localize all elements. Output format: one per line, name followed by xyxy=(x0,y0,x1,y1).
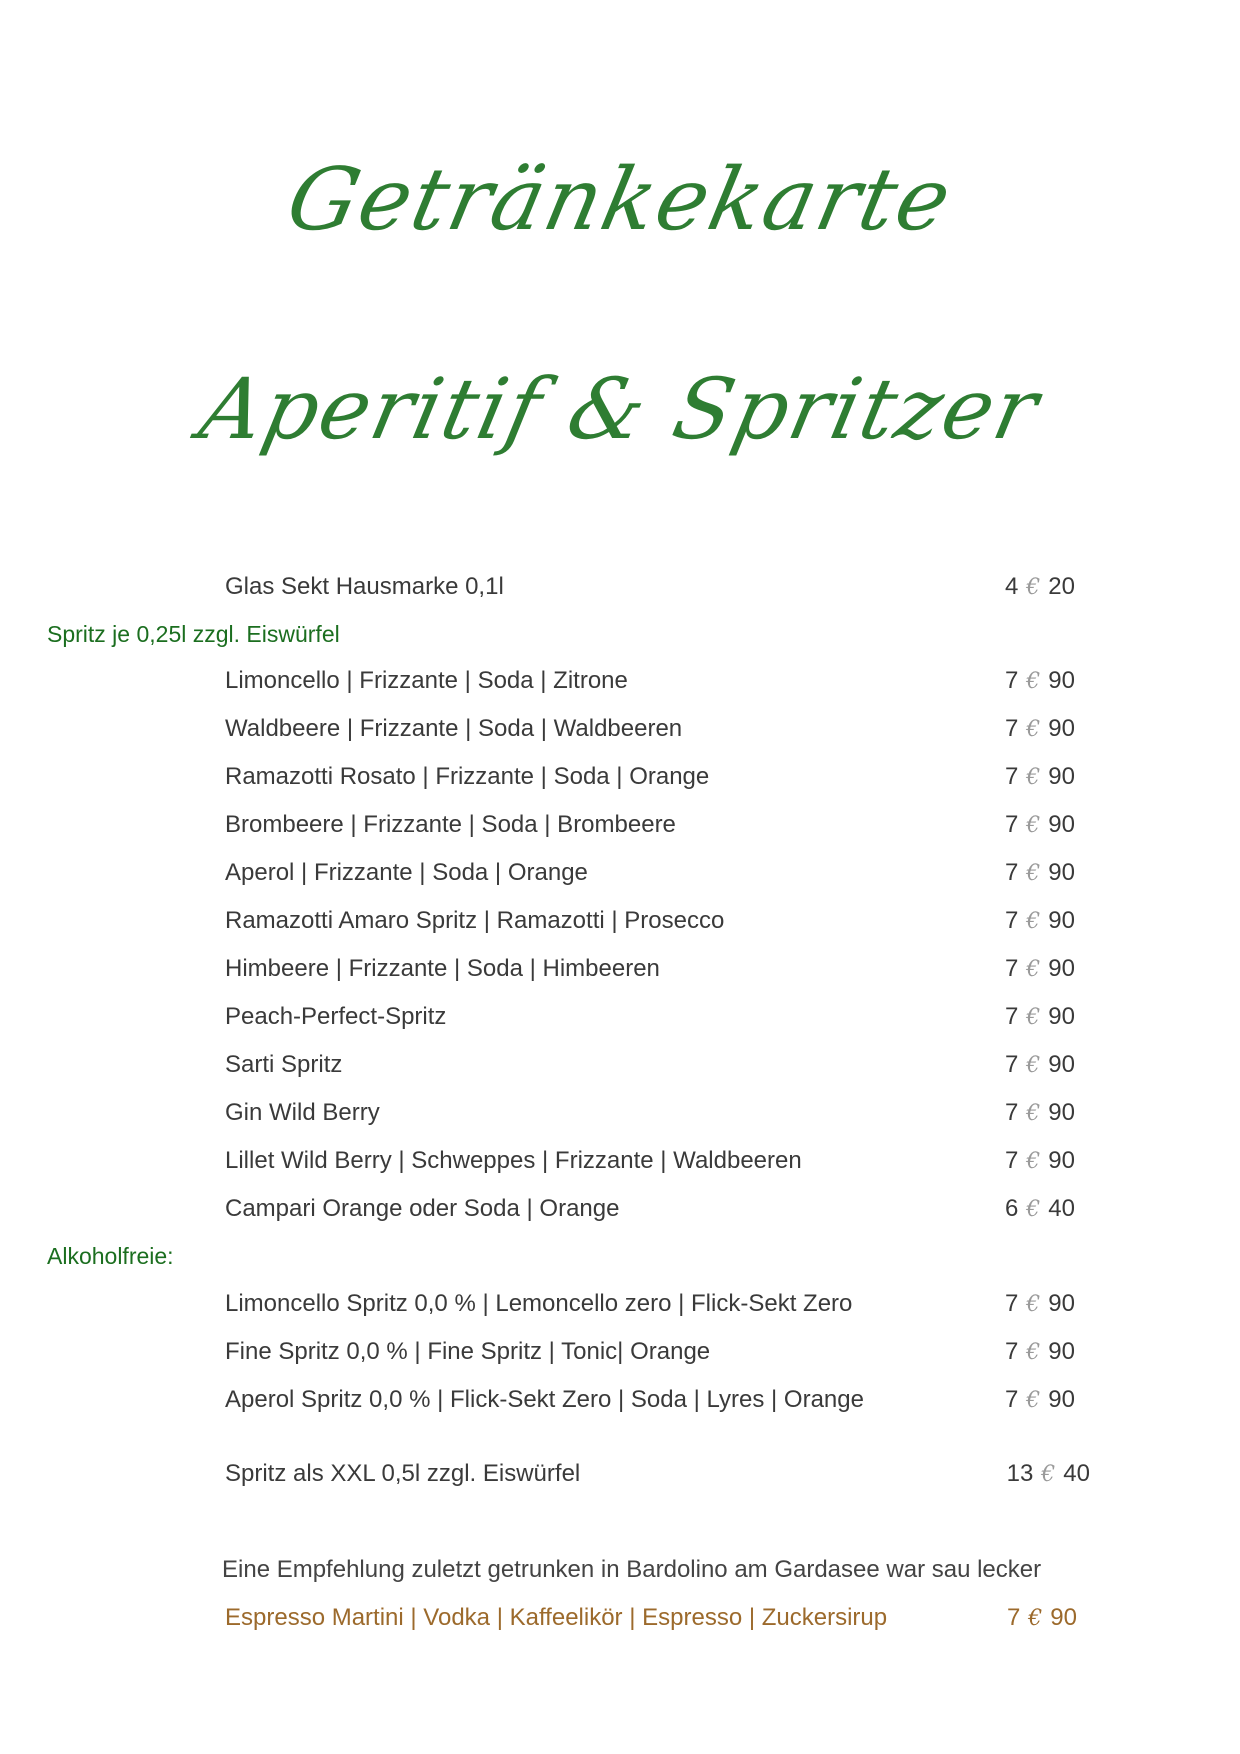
price-cents: 90 xyxy=(1048,1338,1075,1365)
menu-item xyxy=(225,811,1075,841)
price-cents: 90 xyxy=(1048,715,1075,742)
item-name: Campari Orange oder Soda | Orange xyxy=(225,1195,620,1222)
item-name: Spritz als XXL 0,5l zzgl. Eiswürfel xyxy=(225,1460,581,1487)
item-price xyxy=(1005,573,1075,601)
euro-icon: € xyxy=(1026,813,1041,838)
euro-icon: € xyxy=(1026,1197,1041,1222)
item-price xyxy=(1005,907,1075,935)
item-name: Gin Wild Berry xyxy=(225,1099,380,1126)
euro-icon: € xyxy=(1026,1101,1041,1126)
item-name: Ramazotti Amaro Spritz | Ramazotti | Prosecco xyxy=(225,907,725,934)
price-euros: 7 xyxy=(1004,1003,1019,1030)
price-euros: 6 xyxy=(1004,1195,1019,1222)
euro-icon: € xyxy=(1026,765,1041,790)
price-cents: 90 xyxy=(1050,1604,1077,1631)
price-cents: 90 xyxy=(1048,1386,1075,1413)
price-euros: 4 xyxy=(1004,573,1019,600)
price-cents: 90 xyxy=(1048,859,1075,886)
price-euros: 13 xyxy=(1006,1460,1034,1487)
item-price xyxy=(1005,955,1075,983)
item-price xyxy=(1005,1147,1075,1175)
menu-item xyxy=(225,1003,1075,1033)
page-title: Getränkekarte xyxy=(278,150,962,250)
price-euros: 7 xyxy=(1004,907,1019,934)
menu-item xyxy=(225,1195,1075,1225)
menu-item xyxy=(225,667,1075,697)
price-euros: 7 xyxy=(1004,1099,1019,1126)
item-price xyxy=(1005,859,1075,887)
item-price xyxy=(1007,1604,1077,1632)
item-name: Espresso Martini | Vodka | Kaffeelikör | Espresso | Zuckersirup xyxy=(225,1604,888,1631)
item-price xyxy=(1005,1386,1075,1414)
menu-item xyxy=(225,573,1075,603)
price-euros: 7 xyxy=(1004,1290,1019,1317)
euro-icon: € xyxy=(1026,575,1041,600)
price-cents: 90 xyxy=(1048,667,1075,694)
menu-item xyxy=(225,763,1075,793)
menu-item xyxy=(225,1051,1075,1081)
menu-item xyxy=(225,1147,1075,1177)
price-euros: 7 xyxy=(1004,1386,1019,1413)
price-cents: 90 xyxy=(1048,907,1075,934)
item-name: Peach-Perfect-Spritz xyxy=(225,1003,447,1030)
price-euros: 7 xyxy=(1004,955,1019,982)
menu-item xyxy=(225,859,1075,889)
item-price xyxy=(1005,1195,1075,1223)
menu-item xyxy=(225,1099,1075,1129)
item-price xyxy=(1005,1003,1075,1031)
euro-icon: € xyxy=(1026,1388,1041,1413)
price-euros: 7 xyxy=(1004,1051,1019,1078)
euro-icon: € xyxy=(1041,1462,1056,1487)
item-name: Sarti Spritz xyxy=(225,1051,343,1078)
euro-icon: € xyxy=(1026,957,1041,982)
section-label-spritz: Spritz je 0,25l zzgl. Eiswürfel xyxy=(47,621,340,647)
item-name: Fine Spritz 0,0 % | Fine Spritz | Tonic| Orange xyxy=(225,1338,711,1365)
item-name: Brombeere | Frizzante | Soda | Brombeere xyxy=(225,811,676,838)
item-name: Aperol Spritz 0,0 % | Flick-Sekt Zero | Soda | Lyres | Orange xyxy=(225,1386,864,1413)
item-price xyxy=(1005,1051,1075,1079)
euro-icon: € xyxy=(1026,1005,1041,1030)
euro-icon: € xyxy=(1026,669,1041,694)
menu-item-xxl xyxy=(225,1460,1090,1490)
item-price xyxy=(1005,667,1075,695)
menu-item-recommendation xyxy=(225,1604,1077,1634)
price-cents: 90 xyxy=(1048,1003,1075,1030)
euro-icon: € xyxy=(1026,1292,1041,1317)
item-name: Waldbeere | Frizzante | Soda | Waldbeeren xyxy=(225,715,683,742)
item-name: Himbeere | Frizzante | Soda | Himbeeren xyxy=(225,955,660,982)
item-price xyxy=(1005,715,1075,743)
price-euros: 7 xyxy=(1004,811,1019,838)
menu-item xyxy=(225,1338,1075,1368)
price-euros: 7 xyxy=(1004,715,1019,742)
item-name: Glas Sekt Hausmarke 0,1l xyxy=(225,573,504,600)
item-price xyxy=(1005,1290,1075,1318)
menu-item xyxy=(225,1386,1075,1416)
price-euros: 7 xyxy=(1004,859,1019,886)
price-euros: 7 xyxy=(1006,1604,1021,1631)
item-name: Limoncello Spritz 0,0 % | Lemoncello zero | Flick-Sekt Zero xyxy=(225,1290,853,1317)
price-euros: 7 xyxy=(1004,763,1019,790)
item-name: Limoncello | Frizzante | Soda | Zitrone xyxy=(225,667,628,694)
item-price xyxy=(1005,763,1075,791)
menu-item xyxy=(225,907,1075,937)
price-cents: 40 xyxy=(1063,1460,1090,1487)
euro-icon: € xyxy=(1026,1053,1041,1078)
price-cents: 90 xyxy=(1048,763,1075,790)
item-price xyxy=(1005,811,1075,839)
item-price xyxy=(1005,1099,1075,1127)
price-cents: 40 xyxy=(1048,1195,1075,1222)
recommendation-note: Eine Empfehlung zuletzt getrunken in Bardolino am Gardasee war sau lecker xyxy=(222,1556,1042,1583)
item-name: Ramazotti Rosato | Frizzante | Soda | Orange xyxy=(225,763,710,790)
euro-icon: € xyxy=(1026,909,1041,934)
item-name: Aperol | Frizzante | Soda | Orange xyxy=(225,859,588,886)
item-price xyxy=(1007,1460,1090,1488)
price-cents: 90 xyxy=(1048,1147,1075,1174)
menu-item xyxy=(225,715,1075,745)
price-euros: 7 xyxy=(1004,667,1019,694)
section-heading: Aperitif & Spritzer xyxy=(191,360,1049,458)
price-cents: 90 xyxy=(1048,1290,1075,1317)
euro-icon: € xyxy=(1026,717,1041,742)
price-cents: 90 xyxy=(1048,1051,1075,1078)
price-euros: 7 xyxy=(1004,1147,1019,1174)
price-cents: 90 xyxy=(1048,955,1075,982)
price-cents: 90 xyxy=(1048,811,1075,838)
euro-icon: € xyxy=(1028,1606,1043,1631)
menu-item xyxy=(225,955,1075,985)
item-name: Lillet Wild Berry | Schweppes | Frizzante | Waldbeeren xyxy=(225,1147,802,1174)
item-price xyxy=(1005,1338,1075,1366)
euro-icon: € xyxy=(1026,861,1041,886)
price-cents: 90 xyxy=(1048,1099,1075,1126)
euro-icon: € xyxy=(1026,1340,1041,1365)
section-label-alkoholfrei: Alkoholfreie: xyxy=(47,1243,174,1269)
menu-item xyxy=(225,1290,1075,1320)
price-cents: 20 xyxy=(1048,573,1075,600)
price-euros: 7 xyxy=(1004,1338,1019,1365)
euro-icon: € xyxy=(1026,1149,1041,1174)
